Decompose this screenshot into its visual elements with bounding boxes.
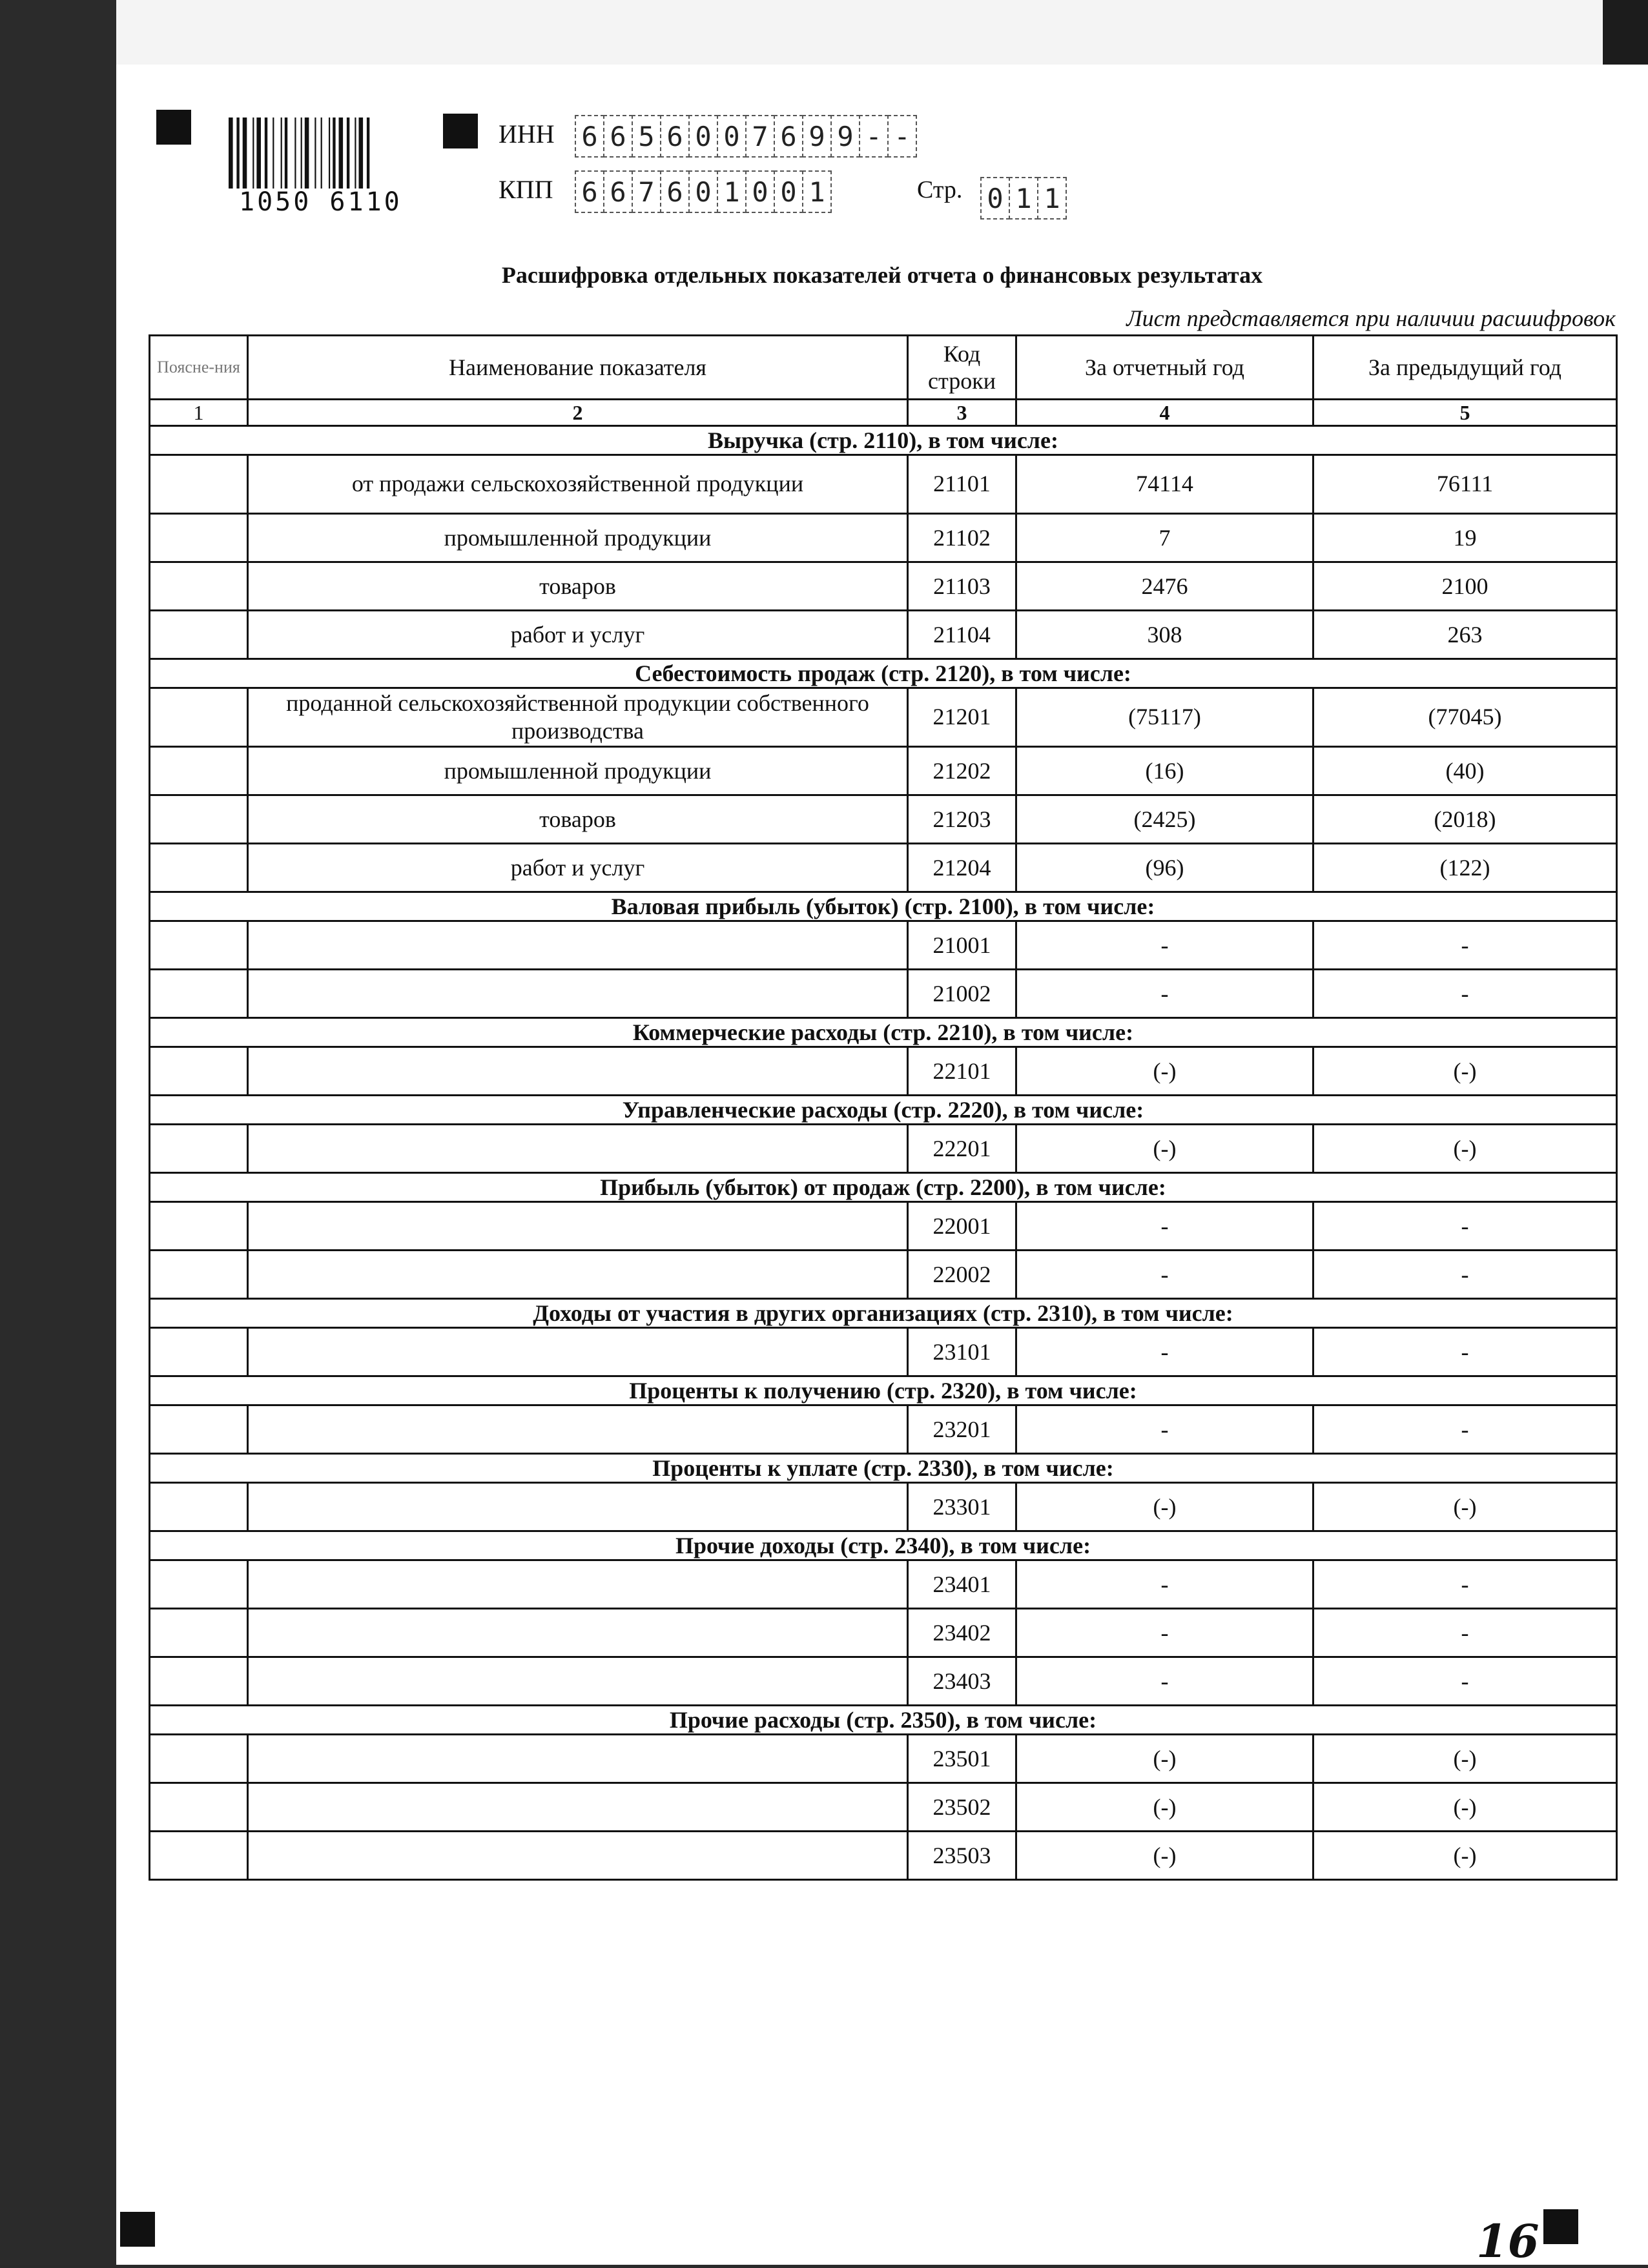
previous-year-value-cell: (-) [1313,1483,1617,1531]
indicator-name-cell [248,1202,908,1251]
row-code-cell: 21102 [908,514,1016,562]
table-row [150,1483,1617,1531]
table-row [150,514,1617,562]
table-row [150,688,1617,747]
current-year-value-cell: (75117) [1016,688,1313,747]
current-year-value-cell: (-) [1016,1483,1313,1531]
notes-cell [150,514,248,562]
col-name-header: Наименование показателя [248,336,908,400]
scan-top-edge [0,0,1648,74]
table-row [150,1609,1617,1657]
col-number: 1 [150,400,248,426]
section-header-row [150,1299,1617,1328]
indicator-name-cell [248,1125,908,1173]
current-year-value-cell: - [1016,1560,1313,1609]
col-notes-header: Поясне-ния [150,336,248,400]
inn-digit: 9 [802,115,832,158]
kpp-digit: 1 [717,170,747,213]
previous-year-value-cell: (77045) [1313,688,1617,747]
previous-year-value-cell: 2100 [1313,562,1617,611]
inn-digit: 0 [688,115,718,158]
current-year-value-cell: - [1016,1657,1313,1706]
section-title: Проценты к получению (стр. 2320), в том числе: [150,1376,1617,1405]
indicator-name-cell: товаров [248,795,908,844]
notes-cell [150,1832,248,1880]
inn-digit: 6 [575,115,604,158]
table-row [150,611,1617,659]
indicator-name-cell [248,1251,908,1299]
kpp-digit: 7 [632,170,661,213]
handwritten-page-number: 16 [1476,2214,1540,2268]
indicator-name-cell [248,970,908,1018]
table-row [150,1251,1617,1299]
previous-year-value-cell: - [1313,970,1617,1018]
notes-cell [150,1125,248,1173]
indicator-name-cell [248,1560,908,1609]
col-number: 2 [248,400,908,426]
form-subtitle: Лист представляется при наличии расшифровок [1126,305,1616,331]
current-year-value-cell: - [1016,921,1313,970]
notes-cell [150,795,248,844]
indicator-name-cell [248,1783,908,1832]
inn-digit: 7 [745,115,775,158]
row-code-cell: 23403 [908,1657,1016,1706]
inn-digit: 5 [632,115,661,158]
previous-year-value-cell: - [1313,1560,1617,1609]
notes-cell [150,1609,248,1657]
row-code-cell: 23502 [908,1783,1016,1832]
current-year-value-cell: - [1016,970,1313,1018]
section-title: Себестоимость продаж (стр. 2120), в том числе: [150,659,1617,688]
section-title: Управленческие расходы (стр. 2220), в том числе: [150,1096,1617,1125]
row-code-cell: 23201 [908,1405,1016,1454]
previous-year-value-cell: (-) [1313,1832,1617,1880]
corner-marker-inn [443,114,478,148]
notes-cell [150,1047,248,1096]
indicator-name-cell: промышленной продукции [248,514,908,562]
table-row [150,844,1617,892]
current-year-value-cell: - [1016,1405,1313,1454]
scan-left-edge [0,0,116,2265]
notes-cell [150,1251,248,1299]
notes-cell [150,921,248,970]
indicator-name-cell: работ и услуг [248,844,908,892]
previous-year-value-cell: (40) [1313,747,1617,795]
page-number-field [980,177,1066,220]
kpp-digit: 0 [688,170,718,213]
section-header-row [150,426,1617,455]
inn-label: ИНН [499,119,555,148]
table-row [150,795,1617,844]
notes-cell [150,1483,248,1531]
row-code-cell: 21201 [908,688,1016,747]
page-digit: 1 [1037,177,1067,220]
col-number: 3 [908,400,1016,426]
notes-cell [150,1560,248,1609]
notes-cell [150,970,248,1018]
notes-cell [150,747,248,795]
table-header-row [150,336,1617,400]
row-code-cell: 23503 [908,1832,1016,1880]
col-current-year-header: За отчетный год [1016,336,1313,400]
indicator-name-cell: проданной сельскохозяйственной продукции собственного производства [248,688,908,747]
row-code-cell: 23401 [908,1560,1016,1609]
table-row [150,1735,1617,1783]
page-digit: 1 [1009,177,1038,220]
table-row [150,1328,1617,1376]
col-code-header: Код строки [908,336,1016,400]
previous-year-value-cell: 19 [1313,514,1617,562]
barcode-number: 1050 6110 [239,187,402,217]
previous-year-value-cell: (-) [1313,1125,1617,1173]
indicator-name-cell [248,1609,908,1657]
indicator-name-cell: от продажи сельскохозяйственной продукции [248,455,908,514]
inn-digit: 6 [660,115,690,158]
notes-cell [150,1735,248,1783]
section-title: Прочие доходы (стр. 2340), в том числе: [150,1531,1617,1560]
indicator-name-cell [248,1328,908,1376]
indicator-name-cell [248,1483,908,1531]
current-year-value-cell: 74114 [1016,455,1313,514]
corner-marker-top-left [156,110,191,145]
kpp-digit: 0 [774,170,803,213]
table-row [150,1405,1617,1454]
column-numbers-row [150,400,1617,426]
notes-cell [150,455,248,514]
inn-digit: - [887,115,917,158]
table-row [150,970,1617,1018]
kpp-digit: 0 [745,170,775,213]
current-year-value-cell: (-) [1016,1125,1313,1173]
row-code-cell: 22101 [908,1047,1016,1096]
indicator-name-cell [248,1047,908,1096]
table-row [150,747,1617,795]
section-header-row [150,1096,1617,1125]
table-row [150,1832,1617,1880]
indicator-name-cell [248,1735,908,1783]
notes-cell [150,688,248,747]
section-title: Коммерческие расходы (стр. 2210), в том числе: [150,1018,1617,1047]
row-code-cell: 21101 [908,455,1016,514]
notes-cell [150,562,248,611]
current-year-value-cell: (2425) [1016,795,1313,844]
previous-year-value-cell: - [1313,1609,1617,1657]
table-row [150,562,1617,611]
current-year-value-cell: - [1016,1251,1313,1299]
row-code-cell: 22002 [908,1251,1016,1299]
page-label: Стр. [917,176,963,203]
row-code-cell: 23402 [908,1609,1016,1657]
current-year-value-cell: 7 [1016,514,1313,562]
section-header-row [150,1706,1617,1735]
table-row [150,455,1617,514]
notes-cell [150,611,248,659]
indicator-name-cell [248,921,908,970]
table-row [150,1657,1617,1706]
kpp-label: КПП [499,175,553,204]
previous-year-value-cell: (-) [1313,1783,1617,1832]
row-code-cell: 23101 [908,1328,1016,1376]
indicator-name-cell: работ и услуг [248,611,908,659]
previous-year-value-cell: 76111 [1313,455,1617,514]
previous-year-value-cell: - [1313,921,1617,970]
section-header-row [150,659,1617,688]
table-row [150,921,1617,970]
current-year-value-cell: (-) [1016,1832,1313,1880]
inn-digit: - [859,115,889,158]
form-title: Расшифровка отдельных показателей отчета о финансовых результатах [501,262,1263,288]
indicator-name-cell: промышленной продукции [248,747,908,795]
section-header-row [150,892,1617,921]
row-code-cell: 23301 [908,1483,1016,1531]
section-title: Валовая прибыль (убыток) (стр. 2100), в том числе: [150,892,1617,921]
row-code-cell: 22201 [908,1125,1016,1173]
section-title: Выручка (стр. 2110), в том числе: [150,426,1617,455]
notes-cell [150,1328,248,1376]
indicator-name-cell: товаров [248,562,908,611]
row-code-cell: 21103 [908,562,1016,611]
section-header-row [150,1376,1617,1405]
current-year-value-cell: (-) [1016,1047,1313,1096]
indicator-name-cell [248,1832,908,1880]
notes-cell [150,1783,248,1832]
section-header-row [150,1531,1617,1560]
row-code-cell: 21002 [908,970,1016,1018]
section-title: Прочие расходы (стр. 2350), в том числе: [150,1706,1617,1735]
current-year-value-cell: (96) [1016,844,1313,892]
previous-year-value-cell: (2018) [1313,795,1617,844]
section-title: Проценты к уплате (стр. 2330), в том числе: [150,1454,1617,1483]
notes-cell [150,1657,248,1706]
row-code-cell: 21202 [908,747,1016,795]
inn-digit: 6 [774,115,803,158]
indicator-name-cell [248,1405,908,1454]
row-code-cell: 23501 [908,1735,1016,1783]
row-code-cell: 21001 [908,921,1016,970]
current-year-value-cell: 2476 [1016,562,1313,611]
table-row [150,1125,1617,1173]
current-year-value-cell: (16) [1016,747,1313,795]
previous-year-value-cell: - [1313,1405,1617,1454]
section-header-row [150,1454,1617,1483]
form-page [116,65,1648,2268]
page-digit: 0 [980,177,1010,220]
notes-cell [150,844,248,892]
kpp-digit: 1 [802,170,832,213]
current-year-value-cell: - [1016,1202,1313,1251]
col-number: 5 [1313,400,1617,426]
kpp-digit: 6 [575,170,604,213]
current-year-value-cell: - [1016,1328,1313,1376]
indicator-name-cell [248,1657,908,1706]
section-header-row [150,1018,1617,1047]
kpp-digit: 6 [603,170,633,213]
col-previous-year-header: За предыдущий год [1313,336,1617,400]
row-code-cell: 22001 [908,1202,1016,1251]
previous-year-value-cell: - [1313,1202,1617,1251]
row-code-cell: 21203 [908,795,1016,844]
previous-year-value-cell: - [1313,1251,1617,1299]
section-title: Доходы от участия в других организациях (стр. 2310), в том числе: [150,1299,1617,1328]
current-year-value-cell: (-) [1016,1783,1313,1832]
inn-digit: 9 [830,115,860,158]
current-year-value-cell: (-) [1016,1735,1313,1783]
row-code-cell: 21204 [908,844,1016,892]
inn-digit: 6 [603,115,633,158]
barcode-icon [226,117,407,189]
current-year-value-cell: - [1016,1609,1313,1657]
notes-cell [150,1202,248,1251]
financial-breakdown-table [149,334,1618,1881]
corner-marker-bottom-left [120,2212,155,2247]
previous-year-value-cell: (122) [1313,844,1617,892]
previous-year-value-cell: (-) [1313,1047,1617,1096]
table-row [150,1202,1617,1251]
table-row [150,1560,1617,1609]
current-year-value-cell: 308 [1016,611,1313,659]
table-row [150,1047,1617,1096]
section-header-row [150,1173,1617,1202]
table-row [150,1783,1617,1832]
kpp-field [575,170,830,213]
notes-cell [150,1405,248,1454]
previous-year-value-cell: - [1313,1328,1617,1376]
section-title: Прибыль (убыток) от продаж (стр. 2200), в том числе: [150,1173,1617,1202]
inn-field [575,115,916,158]
inn-digit: 0 [717,115,747,158]
kpp-digit: 6 [660,170,690,213]
previous-year-value-cell: 263 [1313,611,1617,659]
row-code-cell: 21104 [908,611,1016,659]
previous-year-value-cell: - [1313,1657,1617,1706]
previous-year-value-cell: (-) [1313,1735,1617,1783]
corner-marker-bottom-right [1543,2209,1578,2244]
col-number: 4 [1016,400,1313,426]
